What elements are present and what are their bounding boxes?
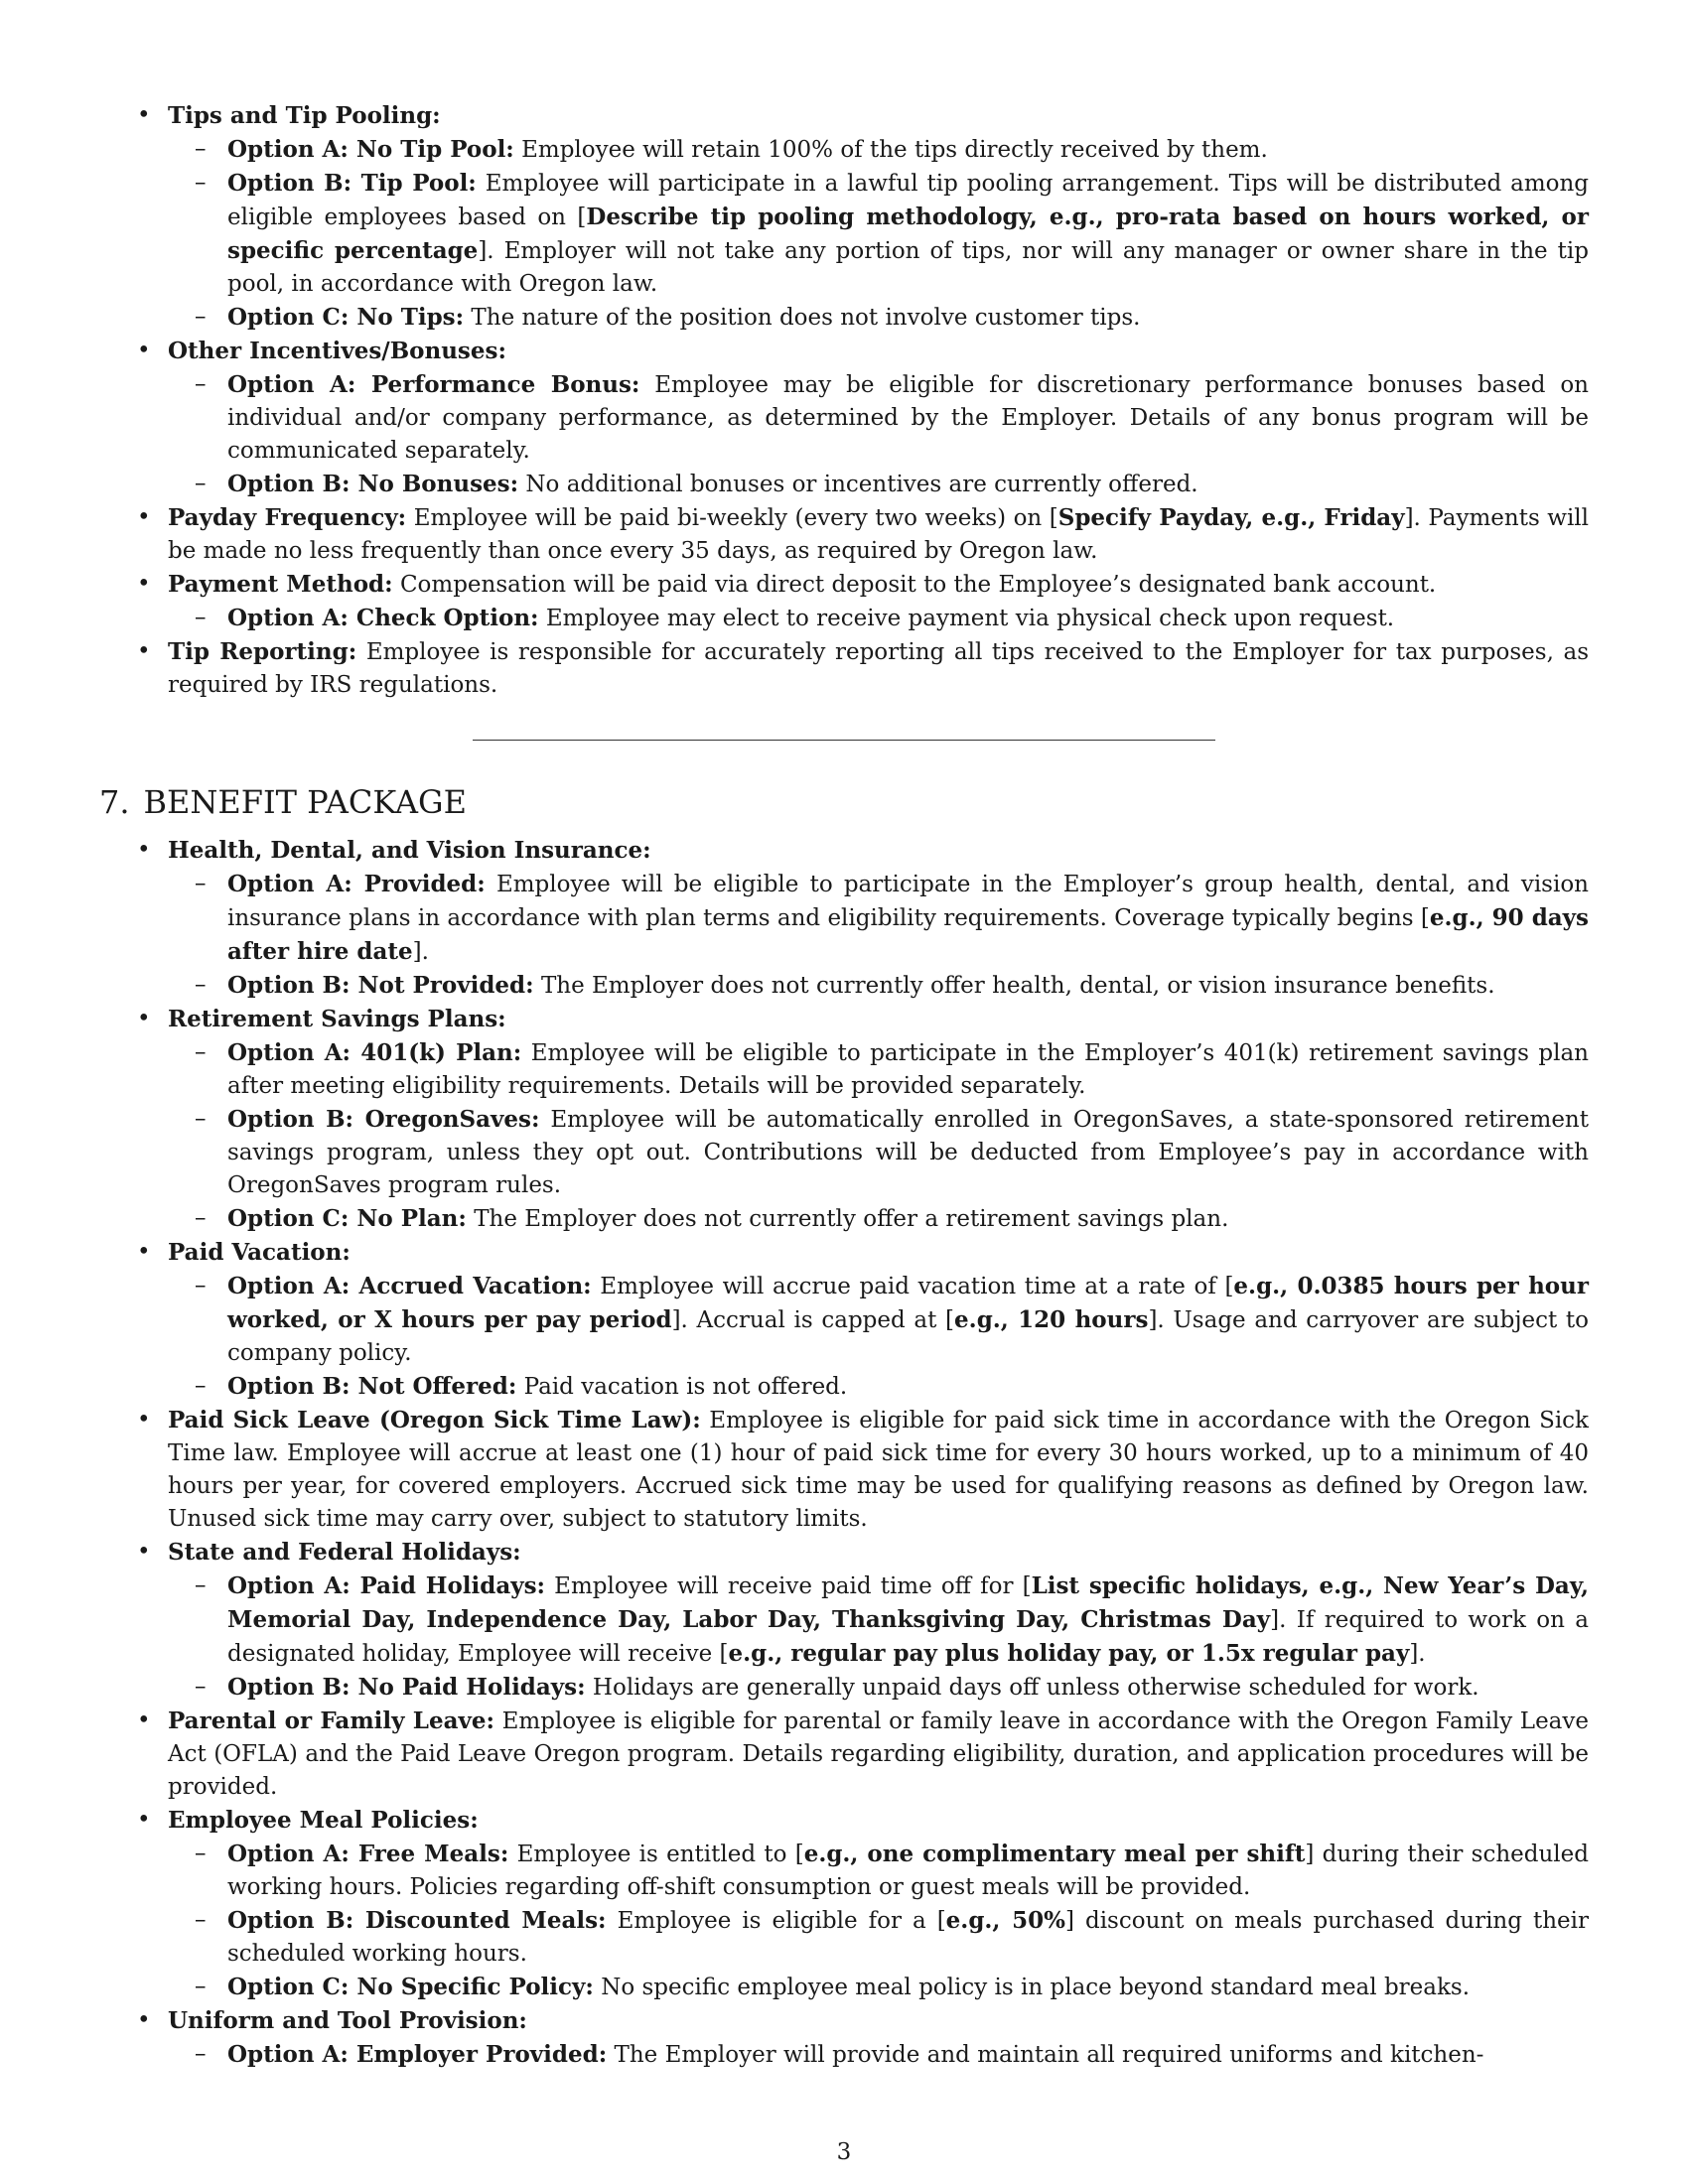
option-label: Option A: Check Option: xyxy=(227,605,539,631)
list-item-insurance xyxy=(99,834,1589,1003)
list-item-payment-method xyxy=(99,568,1589,635)
meals-options xyxy=(168,1838,1589,2004)
option-text: Employee may be eligible for discretionary performance bonuses based on individual and/or company performance, as determined by the Employer. Details of any bonus program will be communicated separately. xyxy=(227,372,1589,464)
placeholder-text: e.g., one complimentary meal per shift xyxy=(803,1841,1306,1867)
option-item xyxy=(168,368,1589,468)
incentives-options xyxy=(168,368,1589,501)
option-text: ] discount on meals purchased during their scheduled working hours. xyxy=(227,1908,1589,1967)
item-label: Paid Vacation: xyxy=(168,1239,351,1266)
option-text: No additional bonuses or incentives are currently offered. xyxy=(525,472,1198,497)
option-label: Option A: No Tip Pool: xyxy=(227,136,514,163)
item-label: State and Federal Holidays: xyxy=(168,1539,521,1566)
option-item xyxy=(168,1838,1589,1904)
list-item-family-leave xyxy=(99,1705,1589,1804)
option-item xyxy=(168,133,1589,167)
option-item xyxy=(168,301,1589,335)
option-item xyxy=(168,1103,1589,1202)
option-text: ]. Usage and carryover are subject to company policy. xyxy=(227,1307,1589,1366)
item-label: Uniform and Tool Provision: xyxy=(168,2007,527,2034)
option-label: Option B: Not Offered: xyxy=(227,1373,517,1400)
benefits-list xyxy=(99,834,1589,2072)
option-label: Option B: OregonSaves: xyxy=(227,1106,540,1133)
option-item xyxy=(168,868,1589,969)
option-text: ]. If required to work on a designated holiday, Employee will receive [ xyxy=(227,1607,1589,1667)
section-title: BENEFIT PACKAGE xyxy=(143,783,467,821)
placeholder-text: Specify Payday, e.g., Friday xyxy=(1057,504,1405,531)
option-item xyxy=(168,1270,1589,1370)
payment-method-options xyxy=(168,602,1589,635)
option-label: Option A: Accrued Vacation: xyxy=(227,1273,592,1299)
item-label: Employee Meal Policies: xyxy=(168,1807,479,1834)
list-item-meals xyxy=(99,1804,1589,2004)
option-item xyxy=(168,167,1589,301)
option-text: Holidays are generally unpaid days off unless otherwise scheduled for work. xyxy=(592,1675,1479,1701)
option-label: Option B: No Paid Holidays: xyxy=(227,1674,586,1701)
tips-options xyxy=(168,133,1589,335)
section-number: 7. xyxy=(99,783,130,821)
list-item-uniform xyxy=(99,2004,1589,2072)
option-item xyxy=(168,1370,1589,1404)
placeholder-text: e.g., 50% xyxy=(945,1907,1065,1934)
option-text: ] during their scheduled working hours. Policies regarding off-shift consumption or guest meals will be provided. xyxy=(227,1842,1589,1900)
item-text: Compensation will be paid via direct deposit to the Employee’s designated bank account. xyxy=(399,572,1437,598)
option-text: Employee will be automatically enrolled in OregonSaves, a state-sponsored retirement savings program, unless they opt out. Contributions will be deducted from Employee’s pay in accordance with OregonSaves program rules. xyxy=(227,1107,1589,1198)
placeholder-text: Describe tip pooling methodology, e.g., pro-rata based on hours worked, or specific percentage xyxy=(227,204,1589,264)
option-item xyxy=(168,1036,1589,1103)
placeholder-text: e.g., 120 hours xyxy=(954,1306,1149,1333)
list-item-retirement xyxy=(99,1003,1589,1236)
option-text: Employee will retain 100% of the tips directly received by them. xyxy=(521,137,1268,163)
option-text: Paid vacation is not offered. xyxy=(523,1374,848,1400)
option-text: Employee will be eligible to participate in the Employer’s group health, dental, and vision insurance plans in accordance with plan terms and eligibility requirements. Coverage typically begins [ xyxy=(227,872,1589,931)
option-text: Employee will be eligible to participate in the Employer’s 401(k) retirement savings plan after meeting eligibility requirements. Details will be provided separately. xyxy=(227,1040,1589,1099)
option-label: Option A: Provided: xyxy=(227,871,486,897)
item-label: Paid Sick Leave (Oregon Sick Time Law): xyxy=(168,1407,701,1433)
list-item-holidays xyxy=(99,1536,1589,1705)
item-label: Payment Method: xyxy=(168,571,393,598)
option-text: The nature of the position does not involve customer tips. xyxy=(471,305,1141,331)
option-text: ]. Accrual is capped at [ xyxy=(671,1307,955,1333)
vacation-options xyxy=(168,1270,1589,1404)
uniform-options xyxy=(168,2038,1589,2072)
option-item xyxy=(168,602,1589,635)
compensation-list xyxy=(99,99,1589,702)
page-number: 3 xyxy=(836,2139,852,2165)
option-text: ]. Employer will not take any portion of tips, nor will any manager or owner share in the tip pool, in accordance with Oregon law. xyxy=(227,238,1590,297)
option-label: Option C: No Specific Policy: xyxy=(227,1974,594,2000)
option-label: Option B: Tip Pool: xyxy=(227,170,477,197)
item-label: Tips and Tip Pooling: xyxy=(168,102,441,129)
option-text: ]. xyxy=(1409,1641,1426,1667)
item-text: Employee is eligible for paid sick time in accordance with the Oregon Sick Time law. Employee will accrue at least one (1) hour of paid sick time for every 30 hours worked, up to a minimum of 40 hours per year, for covered employers. Accrued sick time may be used for qualifying reasons as defined by Oregon law. Unused sick time may carry over, subject to statutory limits. xyxy=(168,1408,1589,1532)
list-item-vacation xyxy=(99,1236,1589,1404)
option-text: No specific employee meal policy is in place beyond standard meal breaks. xyxy=(601,1975,1471,2000)
item-label: Retirement Savings Plans: xyxy=(168,1006,506,1032)
page-content xyxy=(99,99,1589,2072)
option-label: Option A: Paid Holidays: xyxy=(227,1572,546,1599)
holidays-options xyxy=(168,1570,1589,1705)
list-item-tip-reporting xyxy=(99,635,1589,702)
option-item xyxy=(168,468,1589,501)
option-item xyxy=(168,1570,1589,1671)
option-label: Option C: No Tips: xyxy=(227,304,465,331)
placeholder-text: List specific holidays, e.g., New Year’s Day, Memorial Day, Independence Day, Labor Day, Thanksgiving Day, Christmas Day xyxy=(227,1572,1589,1633)
option-text: Employee will participate in a lawful tip pooling arrangement. Tips will be distributed among eligible employees based on [ xyxy=(227,171,1590,230)
insurance-options xyxy=(168,868,1589,1003)
option-text: Employee may elect to receive payment via physical check upon request. xyxy=(545,606,1395,631)
item-label: Parental or Family Leave: xyxy=(168,1707,494,1734)
option-label: Option C: No Plan: xyxy=(227,1205,467,1232)
option-label: Option A: 401(k) Plan: xyxy=(227,1039,522,1066)
retirement-options xyxy=(168,1036,1589,1236)
option-text: The Employer does not currently offer health, dental, or vision insurance benefits. xyxy=(540,973,1495,999)
option-label: Option A: Employer Provided: xyxy=(227,2041,608,2068)
option-label: Option A: Free Meals: xyxy=(227,1841,509,1867)
option-text: Employee will receive paid time off for [ xyxy=(554,1573,1032,1599)
list-item-tips xyxy=(99,99,1589,335)
list-item-incentives xyxy=(99,335,1589,501)
item-label: Tip Reporting: xyxy=(168,638,357,665)
list-item-sick-leave xyxy=(99,1404,1589,1536)
placeholder-text: e.g., 90 days after hire date xyxy=(227,904,1589,965)
option-label: Option A: Performance Bonus: xyxy=(227,371,640,398)
placeholder-text: e.g., regular pay plus holiday pay, or 1.5x regular pay xyxy=(728,1640,1410,1667)
option-item xyxy=(168,1202,1589,1236)
list-item-payday xyxy=(99,501,1589,568)
option-label: Option B: Not Provided: xyxy=(227,972,534,999)
option-text: Employee will accrue paid vacation time at a rate of [ xyxy=(600,1274,1234,1299)
item-label: Payday Frequency: xyxy=(168,504,407,531)
option-label: Option B: No Bonuses: xyxy=(227,471,519,497)
option-item xyxy=(168,1904,1589,1971)
item-text: Employee will be paid bi-weekly (every two weeks) on [ xyxy=(413,505,1058,531)
placeholder-text: e.g., 0.0385 hours per hour worked, or X hours per pay period xyxy=(227,1273,1589,1333)
option-text: ]. xyxy=(412,939,429,965)
option-label: Option B: Discounted Meals: xyxy=(227,1907,607,1934)
option-item xyxy=(168,1671,1589,1705)
option-item xyxy=(168,2038,1589,2072)
item-label: Other Incentives/Bonuses: xyxy=(168,338,506,364)
item-label: Health, Dental, and Vision Insurance: xyxy=(168,837,651,864)
option-text: The Employer will provide and maintain all required uniforms and kitchen- xyxy=(614,2042,1484,2068)
option-text: Employee is entitled to [ xyxy=(516,1842,804,1867)
item-text: Employee is responsible for accurately reporting all tips received to the Employer for tax purposes, as required by IRS regulations. xyxy=(168,639,1590,698)
option-item xyxy=(168,969,1589,1003)
option-item xyxy=(168,1971,1589,2004)
item-text: ]. Payments will be made no less frequently than once every 35 days, as required by Oregon law. xyxy=(168,505,1590,564)
item-text: Employee is eligible for parental or family leave in accordance with the Oregon Family Leave Act (OFLA) and the Paid Leave Oregon program. Details regarding eligibility, duration, and application procedures will be provided. xyxy=(168,1708,1589,1800)
section-divider xyxy=(473,740,1215,741)
option-text: Employee is eligible for a [ xyxy=(617,1908,946,1934)
section-heading xyxy=(99,782,1589,822)
option-text: The Employer does not currently offer a retirement savings plan. xyxy=(474,1206,1229,1232)
